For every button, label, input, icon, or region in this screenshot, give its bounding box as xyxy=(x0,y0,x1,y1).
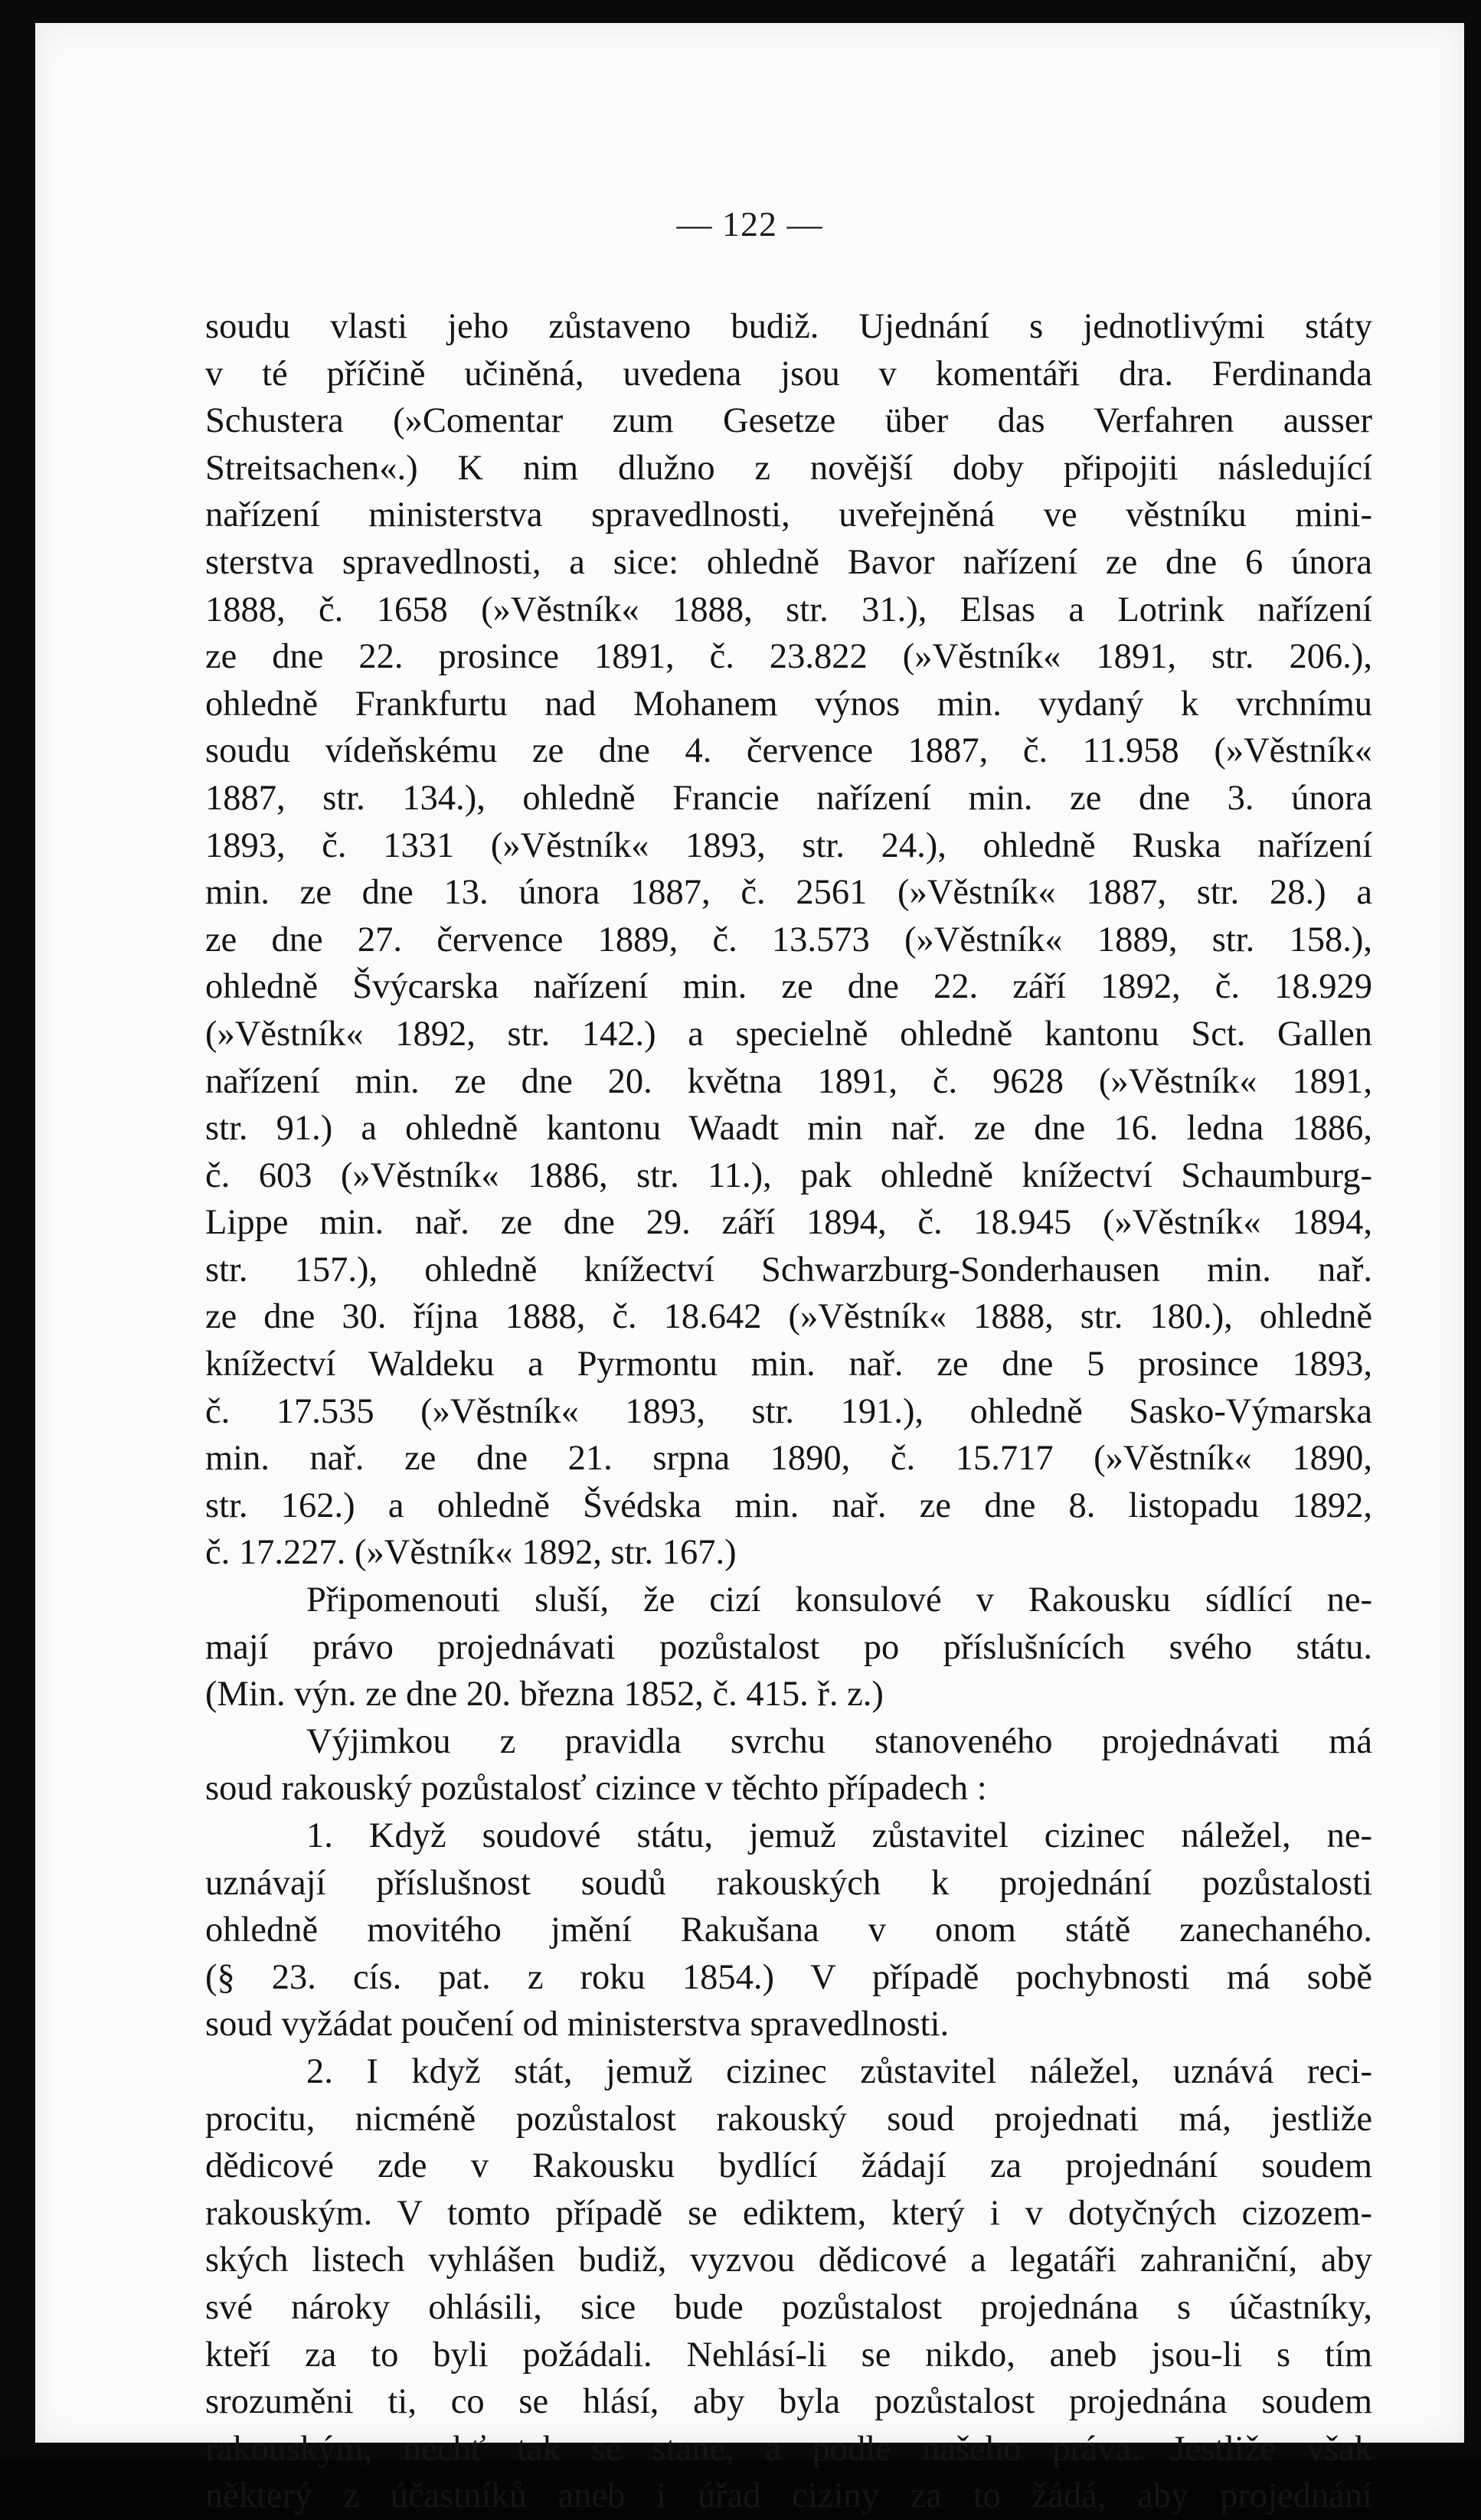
text-line: rakouským, nechť tak se stane, a podle našeho práva. Jestliže však xyxy=(205,2429,1372,2469)
text-line: min. nař. ze dne 21. srpna 1890, č. 15.717 (»Věstník« 1890, xyxy=(205,1439,1372,1479)
text-line: (»Věstník« 1892, str. 142.) a specielně ohledně kantonu Sct. Gallen xyxy=(205,1014,1372,1054)
text-line: str. 162.) a ohledně Švédska min. nař. ze dne 8. listopadu 1892, xyxy=(205,1486,1372,1525)
text-line: Výjimkou z pravidla svrchu stanoveného projednávati má xyxy=(306,1721,1372,1761)
text-line: Streitsachen«.) K nim dlužno z novější doby připojiti následující xyxy=(205,448,1372,488)
text-line: ze dne 27. července 1889, č. 13.573 (»Věstník« 1889, str. 158.), xyxy=(205,920,1372,959)
text-line: Schustera (»Comentar zum Gesetze über das Verfahren ausser xyxy=(205,401,1372,441)
text-line: sterstva spravedlnosti, a sice: ohledně Bavor nařízení ze dne 6 února xyxy=(205,542,1372,582)
text-line: nařízení ministerstva spravedlnosti, uveřejněná ve věstníku mini- xyxy=(205,495,1372,535)
text-line: ských listech vyhlášen budiž, vyzvou dědicové a legatáři zahraniční, aby xyxy=(205,2241,1372,2280)
text-line: soud vyžádat poučení od ministerstva spravedlnosti. xyxy=(205,2005,950,2044)
text-line: str. 157.), ohledně knížectví Schwarzburg-Sonderhausen min. nař. xyxy=(205,1250,1372,1289)
text-line: rakouským. V tomto případě se ediktem, který i v dotyčných cizozem- xyxy=(205,2193,1372,2233)
page-number: — 122 — xyxy=(676,204,823,244)
book-page xyxy=(35,23,1464,2516)
text-line: ze dne 22. prosince 1891, č. 23.822 (»Věstník« 1891, str. 206.), xyxy=(205,637,1372,677)
text-line: Připomenouti sluší, že cizí konsulové v Rakousku sídlící ne- xyxy=(306,1580,1372,1620)
text-line: Lippe min. nař. ze dne 29. září 1894, č. 18.945 (»Věstník« 1894, xyxy=(205,1203,1372,1243)
text-line: 1888, č. 1658 (»Věstník« 1888, str. 31.), Elsas a Lotrink nařízení xyxy=(205,590,1372,629)
text-line: v té příčině učiněná, uvedena jsou v komentáři dra. Ferdinanda xyxy=(205,354,1372,394)
text-line: soudu vlasti jeho zůstaveno budiž. Ujednání s jednotlivými státy xyxy=(205,307,1372,346)
text-line: str. 91.) a ohledně kantonu Waadt min nař. ze dne 16. ledna 1886, xyxy=(205,1109,1372,1149)
text-line: ohledně Švýcarska nařízení min. ze dne 22. září 1892, č. 18.929 xyxy=(205,967,1372,1007)
text-line: uznávají příslušnost soudů rakouských k projednání pozůstalosti xyxy=(205,1863,1372,1903)
text-line: min. ze dne 13. února 1887, č. 2561 (»Věstník« 1887, str. 28.) a xyxy=(205,873,1372,913)
text-line: ohledně movitého jmění Rakušana v onom státě zanechaného. xyxy=(205,1910,1372,1950)
body-text xyxy=(205,303,1372,2520)
text-line: č. 603 (»Věstník« 1886, str. 11.), pak ohledně knížectví Schaumburg- xyxy=(205,1155,1372,1195)
text-line: ohledně Frankfurtu nad Mohanem výnos min. vydaný k vrchnímu xyxy=(205,684,1372,724)
text-line: soud rakouský pozůstalosť cizince v těchto případech : xyxy=(205,1769,987,1809)
text-line: procitu, nicméně pozůstalost rakouský soud projednati má, jestliže xyxy=(205,2099,1372,2139)
text-line: srozuměni ti, co se hlásí, aby byla pozůstalost projednána soudem xyxy=(205,2382,1372,2422)
text-line: č. 17.227. (»Věstník« 1892, str. 167.) xyxy=(205,1533,737,1573)
text-line: nařízení min. ze dne 20. května 1891, č. 9628 (»Věstník« 1891, xyxy=(205,1061,1372,1101)
text-line: 1893, č. 1331 (»Věstník« 1893, str. 24.), ohledně Ruska nařízení xyxy=(205,825,1372,865)
text-line: ze dne 30. října 1888, č. 18.642 (»Věstník« 1888, str. 180.), ohledně xyxy=(205,1297,1372,1337)
text-line: 1887, str. 134.), ohledně Francie nařízení min. ze dne 3. února xyxy=(205,778,1372,818)
text-line: některý z účastníků aneb i úřad ciziny za to žádá, aby projednání xyxy=(205,2476,1372,2516)
text-line: (§ 23. cís. pat. z roku 1854.) V případě pochybnosti má sobě xyxy=(205,1957,1372,1997)
text-line: č. 17.535 (»Věstník« 1893, str. 191.), ohledně Sasko-Výmarska xyxy=(205,1391,1372,1431)
text-line: 2. I když stát, jemuž cizinec zůstavitel náležel, uznává reci- xyxy=(306,2051,1372,2091)
text-line: (Min. výn. ze dne 20. března 1852, č. 415. ř. z.) xyxy=(205,1675,884,1714)
text-line: dědicové zde v Rakousku bydlící žádají za projednání soudem xyxy=(205,2146,1372,2186)
text-line: kteří za to byli požádali. Nehlásí-li se nikdo, aneb jsou-li s tím xyxy=(205,2335,1372,2375)
text-line: mají právo projednávati pozůstalost po příslušnících svého státu. xyxy=(205,1627,1372,1667)
text-line: své nároky ohlásili, sice bude pozůstalost projednána s účastníky, xyxy=(205,2287,1372,2327)
text-line: 1. Když soudové státu, jemuž zůstavitel cizinec náležel, ne- xyxy=(306,1816,1372,1855)
text-line: knížectví Waldeku a Pyrmontu min. nař. ze dne 5 prosince 1893, xyxy=(205,1345,1372,1384)
text-line: soudu vídeňskému ze dne 4. července 1887, č. 11.958 (»Věstník« xyxy=(205,731,1372,771)
